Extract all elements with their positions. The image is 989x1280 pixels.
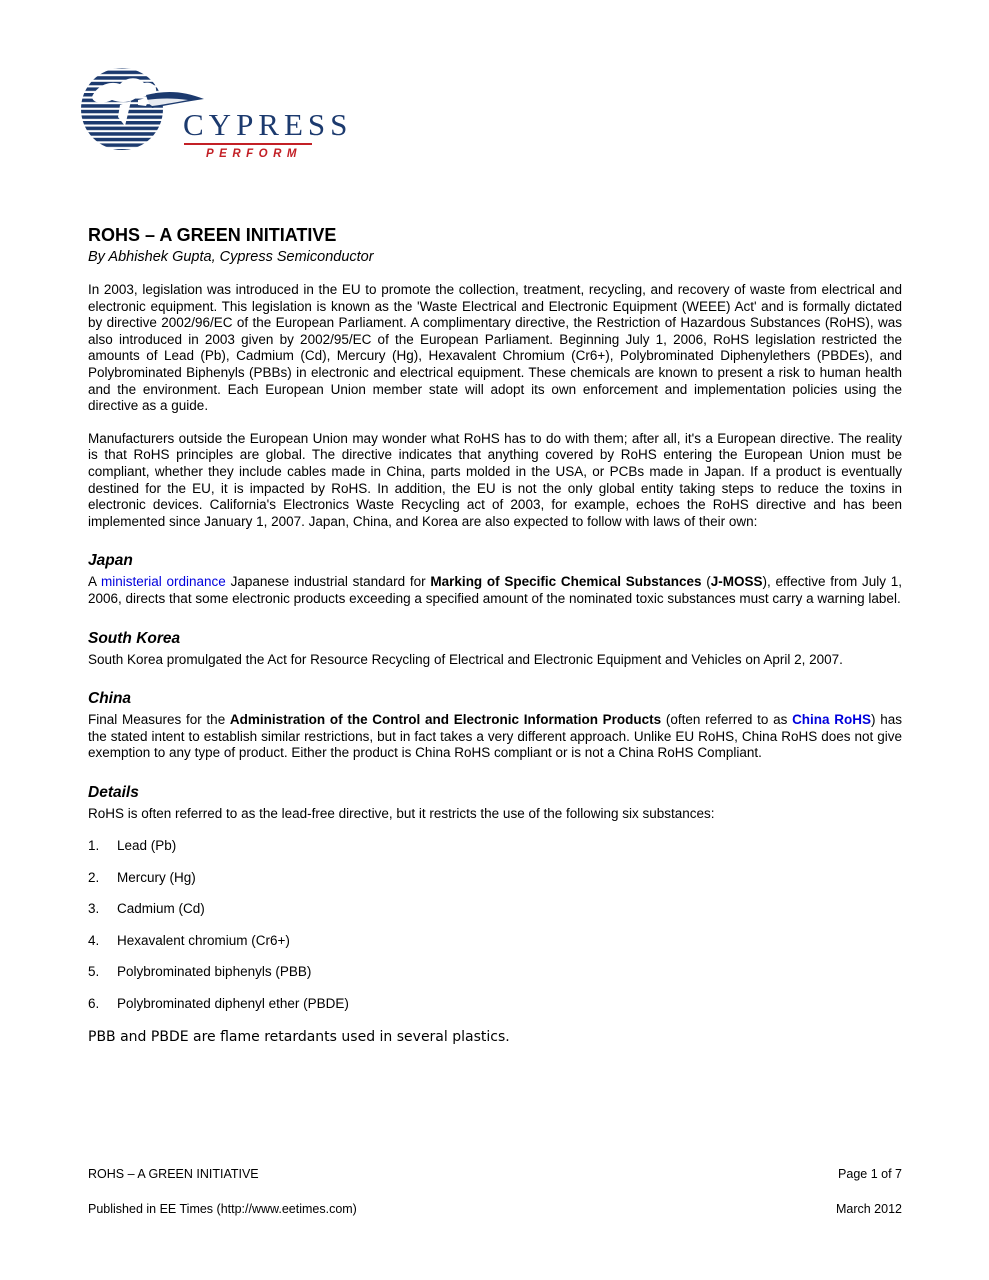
text-segment: ), effective from July 1, 2006, directs that some electronic products exceeding a specified amount of the nominated toxic substances must carry a warning label. [88, 574, 903, 606]
cypress-wordmark: CYPRESS [183, 107, 353, 142]
list-number: 5. [88, 964, 100, 980]
section-heading-japan: Japan [88, 552, 133, 570]
japan-paragraph [88, 574, 902, 607]
list-number: 1. [88, 838, 100, 854]
byline: By Abhishek Gupta, Cypress Semiconductor [88, 249, 374, 265]
footer-row-2 [88, 1202, 902, 1217]
page-title: ROHS – A GREEN INITIATIVE [88, 225, 337, 245]
closing-note: PBB and PBDE are flame retardants used in several plastics. [88, 1028, 510, 1045]
china-paragraph [88, 712, 902, 762]
list-label: Lead (Pb) [117, 838, 177, 854]
list-label: Cadmium (Cd) [117, 901, 205, 917]
intro-paragraph-1: In 2003, legislation was introduced in the EU to promote the collection, treatment, recycling, and recovery of waste from electrical and electronic equipment. This legislation is known as the 'Waste Electrical and Electronic Equipment (WEEE) Act' and is formally dictated by directive 2002/96/EC of the European Parliament. A complimentary directive, the Restriction of Hazardous Substances (RoHS), was also introduced in 2003 given by 2002/95/EC of the European Parliament. Beginning July 1, 2006, RoHS legislation restricted the amounts of Lead (Pb), Cadmium (Cd), Mercury (Hg), Hexavalent Chromium (Cr6+), Polybrominated Diphenylethers (PBDEs), and Polybrominated Biphenyls (PBBs) in electronic and electrical equipment. These chemicals are known to present a risk to human health and the environment. Each European Union member state will adopt its own enforcement and implementation policies using the directive as a guide. [88, 282, 902, 414]
list-number: 3. [88, 901, 100, 917]
list-number: 6. [88, 995, 100, 1011]
substances-list [88, 837, 902, 1012]
text-segment: (often referred to as [661, 712, 793, 728]
text-segment: South Korea promulgated the Act for Resource Recycling of Electrical and Electronic Equipment and Vehicles on April 2, 2007. [88, 651, 843, 667]
text-segment: J-MOSS [710, 574, 763, 590]
text-segment: ( [701, 574, 711, 590]
text-segment: A [88, 574, 102, 590]
text-segment: RoHS is often referred to as the lead-free directive, but it restricts the use of the following six substances: [88, 805, 715, 821]
footer-page-number: Page 1 of 7 [838, 1167, 902, 1181]
list-item [88, 837, 902, 854]
list-item [88, 995, 902, 1012]
list-item [88, 900, 902, 917]
list-label: Polybrominated diphenyl ether (PBDE) [117, 995, 349, 1011]
list-item [88, 869, 902, 886]
south-korea-paragraph [88, 652, 902, 669]
page-footer [88, 1167, 902, 1217]
section-heading-south-korea: South Korea [88, 629, 181, 647]
details-paragraph [88, 806, 902, 823]
article-body [88, 0, 902, 1047]
list-number: 2. [88, 869, 100, 885]
text-segment: Final Measures for the [88, 712, 230, 728]
text-segment: Japanese industrial standard for [225, 574, 431, 590]
footer-publication: Published in EE Times (http://www.eetimes.com) [88, 1202, 357, 1216]
section-heading-details: Details [88, 783, 139, 801]
inline-link[interactable]: ministerial ordinance [101, 574, 226, 590]
list-item [88, 963, 902, 980]
text-segment: ) has the stated intent to establish similar restrictions, but in fact takes a very different approach. Unlike EU RoHS, China RoHS does not give exemption to any type of product. Either the product is China RoHS compliant or is not a China RoHS Compliant. [88, 712, 903, 761]
list-number: 4. [88, 932, 100, 948]
text-segment: Administration of the Control and Electronic Information Products [229, 712, 662, 728]
text-segment: Marking of Specific Chemical Substances [430, 574, 702, 590]
list-item [88, 932, 902, 949]
footer-doc-title: ROHS – A GREEN INITIATIVE [88, 1167, 259, 1181]
footer-date: March 2012 [835, 1202, 902, 1216]
footer-row-1 [88, 1167, 902, 1182]
list-label: Polybrominated biphenyls (PBB) [117, 964, 312, 980]
section-heading-china: China [88, 690, 132, 708]
list-label: Mercury (Hg) [117, 869, 196, 885]
list-label: Hexavalent chromium (Cr6+) [117, 932, 290, 948]
cypress-tagline: PERFORM [206, 148, 302, 160]
intro-paragraph-2: Manufacturers outside the European Union may wonder what RoHS has to do with them; after all, it's a European directive. The reality is that RoHS principles are global. The directive indicates that anything covered by RoHS entering the European Union must be compliant, whether they include cables made in China, parts molded in the USA, or PCBs made in Japan. If a product is eventually destined for the EU, it is impacted by RoHS. In addition, the EU is not the only global entity taking steps to reduce the toxins in electronic devices. California's Electronics Waste Recycling act of 2003, for example, echoes the RoHS directive and has been implemented since January 1, 2007. Japan, China, and Korea are also expected to follow with laws of their own: [88, 430, 902, 529]
inline-link[interactable]: China RoHS [792, 712, 872, 728]
